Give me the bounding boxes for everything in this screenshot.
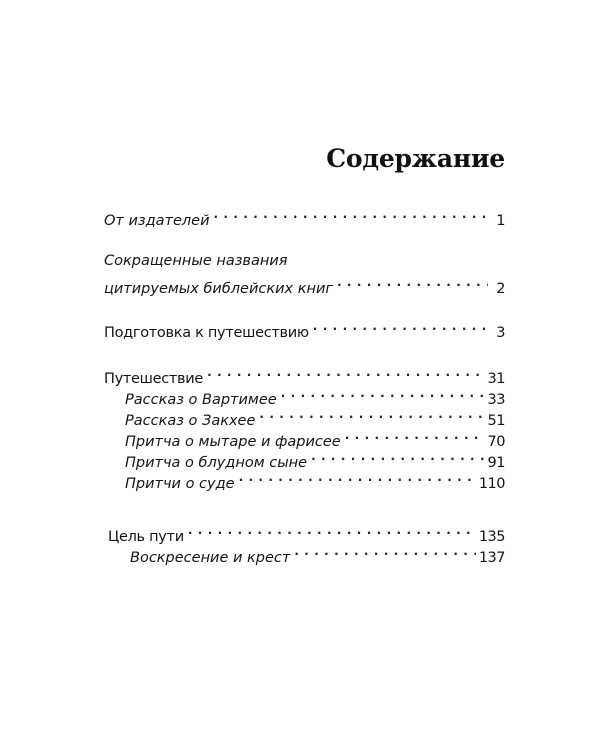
dot-leader bbox=[313, 316, 488, 337]
toc-entry-label: От издателей bbox=[104, 213, 210, 229]
toc-entry-label-line1: Сокращенные названия bbox=[104, 253, 288, 269]
dot-leader bbox=[239, 467, 476, 488]
toc-subentry-prodigal-son[interactable] bbox=[125, 446, 505, 471]
toc-entry-label: Цель пути bbox=[108, 529, 184, 545]
toc-page-number: 33 bbox=[487, 392, 505, 408]
toc-entry-label: цитируемых библейских книг bbox=[104, 281, 333, 297]
toc-page-number: 110 bbox=[478, 476, 505, 492]
dot-leader bbox=[259, 404, 484, 425]
dot-leader bbox=[345, 425, 485, 446]
dot-leader bbox=[281, 383, 485, 404]
toc-subentry-bartimaeus[interactable] bbox=[125, 383, 505, 408]
toc-entry-label: Притча о блудном сыне bbox=[125, 455, 308, 471]
toc-entry-goal[interactable] bbox=[108, 520, 505, 545]
toc-page-number: 2 bbox=[496, 281, 505, 297]
toc-entry-label: Притча о мытаре и фарисее bbox=[125, 434, 341, 450]
dot-leader bbox=[188, 520, 476, 541]
toc-entry-label: Воскресение и крест bbox=[130, 550, 291, 566]
toc-entry-journey[interactable] bbox=[104, 362, 505, 387]
toc-page-number: 3 bbox=[496, 325, 505, 341]
toc-page-number: 70 bbox=[487, 434, 505, 450]
toc-page-number: 51 bbox=[487, 413, 505, 429]
toc-entry-label: Путешествие bbox=[104, 371, 204, 387]
toc-page-number: 137 bbox=[478, 550, 505, 566]
toc-entry-preparation[interactable] bbox=[104, 316, 505, 341]
toc-subentry-judgment-parables[interactable] bbox=[125, 467, 505, 492]
toc-page-number: 31 bbox=[487, 371, 505, 387]
toc-entry-label: Рассказ о Вартимее bbox=[125, 392, 277, 408]
toc-entry-label: Притчи о суде bbox=[125, 476, 235, 492]
dot-leader bbox=[207, 362, 484, 383]
page-title: Содержание bbox=[326, 144, 505, 173]
dot-leader bbox=[214, 204, 489, 225]
toc-subentry-zacchaeus[interactable] bbox=[125, 404, 505, 429]
toc-page-number: 135 bbox=[478, 529, 505, 545]
dot-leader bbox=[311, 446, 484, 467]
toc-subentry-publican-pharisee[interactable] bbox=[125, 425, 505, 450]
toc-entry-from-publishers[interactable] bbox=[104, 204, 505, 229]
toc-entry-label: Рассказ о Закхее bbox=[125, 413, 256, 429]
dot-leader bbox=[337, 272, 488, 293]
toc-entry-abbreviations[interactable] bbox=[104, 272, 505, 297]
toc-subentry-resurrection-cross[interactable] bbox=[130, 541, 505, 566]
toc-entry-label: Подготовка к путешествию bbox=[104, 325, 309, 341]
toc-page-number: 1 bbox=[496, 213, 505, 229]
dot-leader bbox=[294, 541, 475, 562]
toc-page-number: 91 bbox=[487, 455, 505, 471]
